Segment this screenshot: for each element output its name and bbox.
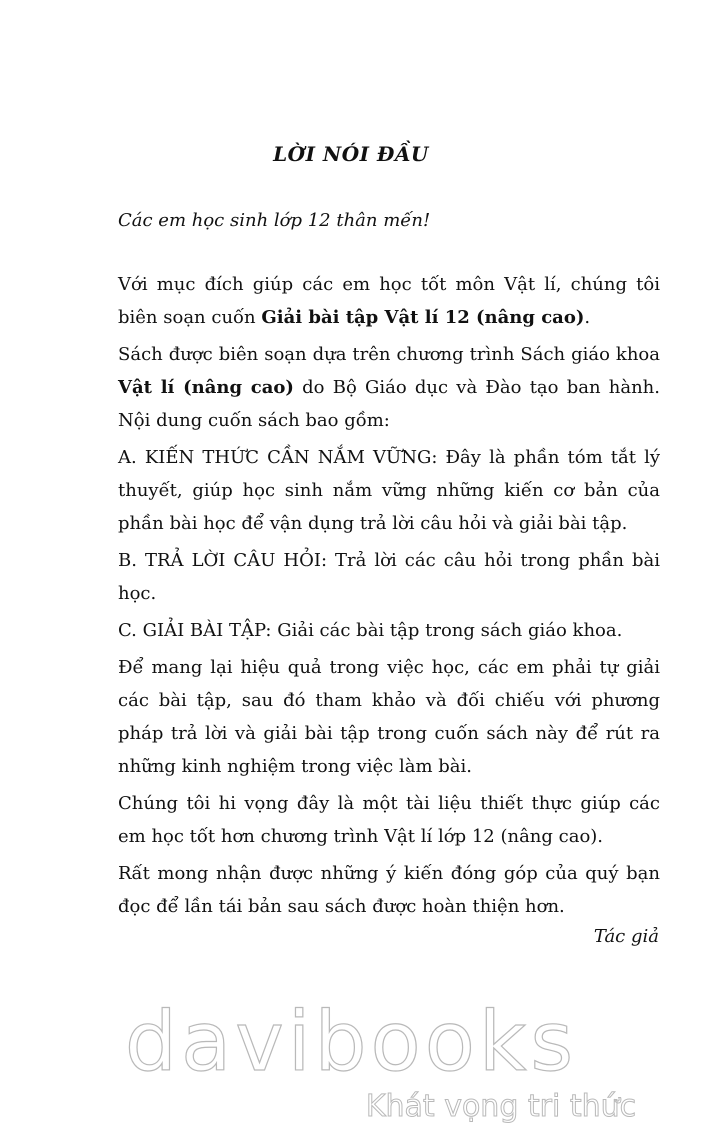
paragraph-6: Để mang lại hiệu quả trong việc học, các em phải tự giải các bài tập, sau đó tham khảo và đối chiếu với phương pháp trả lời và giải bài tập trong cuốn sách này để rút ra những kinh nghiệm trong việc làm bài. — [118, 657, 660, 777]
page-title: LỜI NÓI ĐẦU — [273, 142, 429, 166]
paragraph-1-text: Với mục đích giúp các em học tốt môn Vật lí, chúng tôi biên soạn cuốn — [118, 274, 660, 328]
document-body — [118, 268, 660, 927]
watermark-logo: davibooks — [124, 995, 578, 1090]
paragraph-2-end: do Bộ Giáo dục và Đào tạo ban hành. Nội dung cuốn sách bao gồm: — [118, 377, 660, 431]
paragraph-1-bold: Giải bài tập Vật lí 12 (nâng cao) — [261, 307, 585, 328]
paragraph-4: B. TRẢ LỜI CÂU HỎI: Trả lời các câu hỏi trong phần bài học. — [118, 550, 660, 604]
paragraph-2 — [118, 338, 660, 437]
paragraph-2-bold: Vật lí (nâng cao) — [118, 377, 294, 398]
paragraph-8: Rất mong nhận được những ý kiến đóng góp của quý bạn đọc để lần tái bản sau sách được hoàn thiện hơn. — [118, 863, 660, 917]
greeting: Các em học sinh lớp 12 thân mến! — [118, 210, 431, 231]
signature: Tác giả — [593, 926, 659, 947]
paragraph-5: C. GIẢI BÀI TẬP: Giải các bài tập trong sách giáo khoa. — [118, 620, 623, 641]
paragraph-1 — [118, 268, 660, 334]
paragraph-2-text: Sách được biên soạn dựa trên chương trình Sách giáo khoa — [118, 344, 660, 365]
paragraph-3: A. KIẾN THỨC CẦN NẮM VỮNG: Đây là phần tóm tắt lý thuyết, giúp học sinh nắm vững những kiến cơ bản của phần bài học để vận dụng trả lời câu hỏi và giải bài tập. — [118, 447, 660, 534]
watermark-slogan: Khát vọng tri thức — [365, 1089, 637, 1124]
paragraph-7: Chúng tôi hi vọng đây là một tài liệu thiết thực giúp các em học tốt hơn chương trình Vật lí lớp 12 (nâng cao). — [118, 793, 660, 847]
paragraph-1-end: . — [584, 307, 591, 328]
